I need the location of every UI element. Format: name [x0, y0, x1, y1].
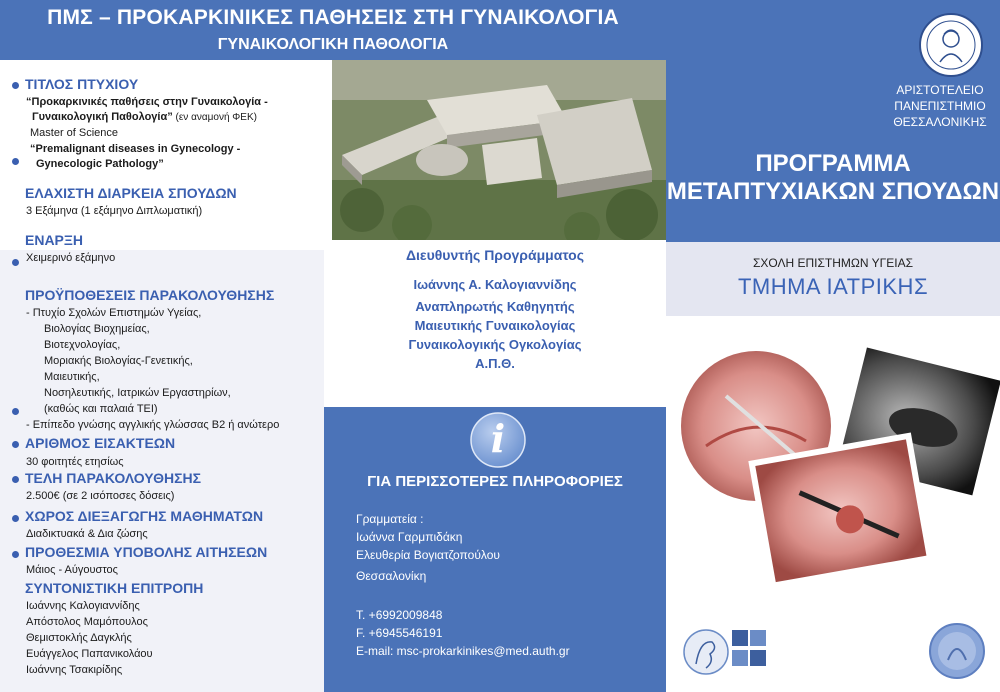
bullet-icon — [12, 82, 19, 89]
director-line: Α.Π.Θ. — [475, 356, 515, 371]
faculty-logos — [680, 624, 772, 682]
program-title-line: ΜΕΤΑΠΤΥΧΙΑΚΩΝ ΣΠΟΥΔΩΝ — [666, 178, 1000, 205]
info-icon-glyph: i — [490, 416, 506, 461]
prerequisite-line: - Πτυχίο Σχολών Επιστημών Υγείας, — [26, 307, 202, 319]
venue-text: Διαδικτυακά & Δια ζώσης — [26, 528, 148, 540]
secretariat-label: Γραμματεία : — [356, 512, 424, 526]
bullet-icon — [12, 441, 19, 448]
program-title-line: ΠΡΟΓΡΑΜΜΑ — [755, 150, 911, 177]
bullet-icon — [12, 515, 19, 522]
secretariat-name: Ιωάννα Γαρμπιδάκη — [356, 530, 463, 544]
fax-number: F. +6945546191 — [356, 626, 443, 640]
director-line: Γυναικολογικής Ογκολογίας — [408, 337, 582, 352]
university-seal-logo — [918, 12, 984, 78]
fees-heading: ΤΕΛΗ ΠΑΡΑΚΟΛΟΥΘΗΣΗΣ — [25, 470, 202, 486]
school-name: ΣΧΟΛΗ ΕΠΙΣΤΗΜΩΝ ΥΓΕΙΑΣ — [752, 256, 914, 270]
fees-text: 2.500€ (σε 2 ισόποσες δόσεις) — [26, 490, 175, 502]
medical-photo-collage — [666, 316, 1000, 616]
deadline-heading: ΠΡΟΘΕΣΜΙΑ ΥΠΟΒΟΛΗΣ ΑΙΤΗΣΕΩΝ — [25, 544, 268, 560]
bullet-icon — [12, 408, 19, 415]
director-line: Μαιευτικής Γυναικολογίας — [414, 318, 576, 333]
bullet-icon — [12, 551, 19, 558]
admissions-heading: ΑΡΙΘΜΟΣ ΕΙΣΑΚΤΕΩΝ — [25, 435, 176, 451]
degree-title-english-2: Gynecologic Pathology” — [36, 158, 164, 170]
director-line: Αναπληρωτής Καθηγητής — [415, 299, 575, 314]
secretariat-name: Ελευθερία Βογιατζοπούλου — [356, 548, 500, 562]
prerequisite-line: Μοριακής Βιολογίας-Γενετικής, — [44, 355, 193, 367]
seal-logo — [928, 622, 986, 680]
committee-member: Ευάγγελος Παπανικολάου — [26, 648, 153, 660]
prerequisite-line: (καθώς και παλαιά ΤΕΙ) — [44, 403, 158, 415]
degree-heading: ΤΙΤΛΟΣ ΠΤΥΧΙΟΥ — [25, 76, 139, 92]
program-title — [666, 150, 1000, 206]
start-heading: ΕΝΑΡΞΗ — [25, 232, 84, 248]
prerequisite-line: Βιοτεχνολογίας, — [44, 339, 121, 351]
department-name: ΤΜΗΜΑ ΙΑΤΡΙΚΗΣ — [737, 274, 929, 299]
university-name-line: ΑΡΙΣΤΟΤΕΛΕΙΟ — [896, 83, 984, 97]
director-heading: Διευθυντής Προγράμματος — [405, 247, 585, 263]
page-title: ΠΜΣ – ΠΡΟΚΑΡΚΙΝΙΚΕΣ ΠΑΘΗΣΕΙΣ ΣΤΗ ΓΥΝΑΙΚΟΛΟΓΙΑ — [47, 6, 619, 29]
duration-heading: ΕΛΑΧΙΣΤΗ ΔΙΑΡΚΕΙΑ ΣΠΟΥΔΩΝ — [25, 185, 237, 201]
prerequisite-line: Νοσηλευτικής, Ιατρικών Εργαστηρίων, — [44, 387, 231, 399]
prerequisite-line: - Επίπεδο γνώσης αγγλικής γλώσσας Β2 ή ανώτερο — [26, 419, 280, 431]
university-name-line: ΠΑΝΕΠΙΣΤΗΜΙΟ — [894, 99, 986, 113]
degree-title-greek-1: “Προκαρκινικές παθήσεις στην Γυναικολογία - — [26, 96, 268, 108]
prerequisites-heading: ΠΡΟΫΠΟΘΕΣΕΙΣ ΠΑΡΑΚΟΛΟΥΘΗΣΗΣ — [25, 287, 275, 303]
director-line: Ιωάννης Α. Καλογιαννίδης — [413, 277, 577, 292]
prerequisite-line: Μαιευτικής, — [44, 371, 100, 383]
start-text: Χειμερινό εξάμηνο — [26, 252, 116, 264]
bullet-icon — [12, 158, 19, 165]
committee-member: Ιωάννης Τσακιρίδης — [26, 664, 123, 676]
committee-member: Θεμιστοκλής Δαγκλής — [26, 632, 132, 644]
phone-number[interactable]: Τ. +6992009848 — [356, 608, 443, 622]
duration-text: 3 Εξάμηνα (1 εξάμηνο Διπλωματική) — [26, 205, 203, 217]
university-name-line: ΘΕΣΣΑΛΟΝΙΚΗΣ — [893, 115, 987, 129]
venue-heading: ΧΩΡΟΣ ΔΙΕΞΑΓΩΓΗΣ ΜΑΘΗΜΑΤΩΝ — [25, 508, 264, 524]
committee-member: Ιωάννης Καλογιαννίδης — [26, 600, 140, 612]
degree-title-greek-bold: Γυναικολογική Παθολογία” — [32, 111, 173, 123]
info-title: ΓΙΑ ΠΕΡΙΣΣΟΤΕΡΕΣ ΠΛΗΡΟΦΟΡΙΕΣ — [367, 473, 623, 490]
degree-title-english-label: Master of Science — [30, 127, 119, 139]
degree-title-greek-2 — [32, 110, 257, 125]
prerequisite-line: Βιολογίας Βιοχημείας, — [44, 323, 150, 335]
degree-title-note: (εν αναμονή ΦΕΚ) — [172, 112, 257, 123]
email-link[interactable]: E-mail: msc-prokarkinikes@med.auth.gr — [356, 644, 570, 658]
page-subtitle: ΓΥΝΑΙΚΟΛΟΓΙΚΗ ΠΑΘΟΛΟΓΙΑ — [217, 36, 449, 53]
city-text: Θεσσαλονίκη — [356, 569, 427, 583]
bullet-icon — [12, 476, 19, 483]
campus-aerial-photo — [332, 60, 666, 240]
admissions-text: 30 φοιτητές ετησίως — [26, 456, 124, 468]
bullet-icon — [12, 259, 19, 266]
degree-title-english-1: “Premalignant diseases in Gynecology - — [30, 143, 241, 155]
committee-heading: ΣΥΝΤΟΝΙΣΤΙΚΗ ΕΠΙΤΡΟΠΗ — [25, 580, 204, 596]
committee-member: Απόστολος Μαμόπουλος — [26, 616, 148, 628]
university-name — [880, 82, 1000, 130]
deadline-text: Μάιος - Αύγουστος — [26, 564, 118, 576]
